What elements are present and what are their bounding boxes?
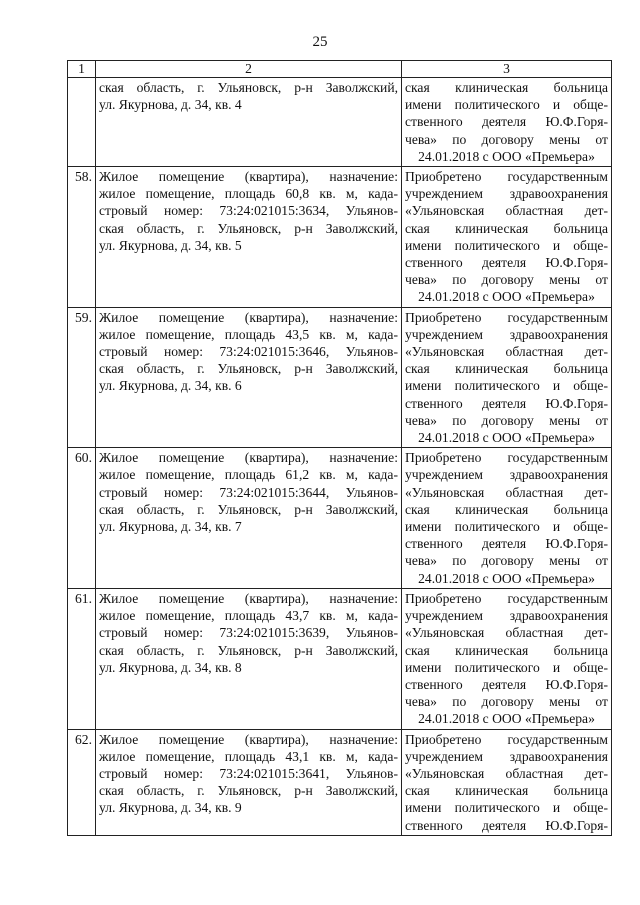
text-line: 24.01.2018 с ООО «Премьера» — [418, 711, 595, 727]
acquisition-note — [402, 307, 612, 448]
table-row — [68, 448, 612, 589]
row-number: 61. — [68, 588, 96, 729]
table-header-row — [68, 61, 612, 78]
row-number — [68, 78, 96, 167]
row-number: 60. — [68, 448, 96, 589]
text-line: ская область, г. Ульяновск, р-н Заволжский, — [99, 783, 398, 799]
text-line: ская область, г. Ульяновск, р-н Заволжский, — [99, 642, 398, 658]
acquisition-note — [402, 729, 612, 835]
column-header-2: 2 — [96, 61, 402, 78]
text-line: ская клиническая больница — [405, 642, 608, 658]
text-line: чева» по договору мены от — [405, 553, 608, 569]
column-header-1: 1 — [68, 61, 96, 78]
text-line: имени политического и обще- — [405, 519, 608, 535]
text-line: ская область, г. Ульяновск, р-н Заволжский, — [99, 361, 398, 377]
text-line: ул. Якурнова, д. 34, кв. 6 — [99, 378, 242, 394]
text-line: имени политического и обще- — [405, 800, 608, 816]
acquisition-note — [402, 78, 612, 167]
text-line: «Ульяновская областная дет- — [405, 625, 608, 641]
text-line: ул. Якурнова, д. 34, кв. 7 — [99, 519, 242, 535]
text-line: стровый номер: 73:24:021015:3634, Ульянов- — [99, 203, 398, 219]
text-line: ул. Якурнова, д. 34, кв. 9 — [99, 800, 242, 816]
text-line: «Ульяновская областная дет- — [405, 203, 608, 219]
text-line: чева» по договору мены от — [405, 131, 608, 147]
property-description — [96, 307, 402, 448]
text-line: Приобретено государственным — [405, 309, 608, 325]
text-line: учреждением здравоохранения — [405, 608, 608, 624]
text-line: стровый номер: 73:24:021015:3639, Ульянов- — [99, 625, 398, 641]
text-line: ская область, г. Ульяновск, р-н Заволжский, — [99, 80, 398, 95]
text-line: ская клиническая больница — [405, 361, 608, 377]
acquisition-note — [402, 167, 612, 308]
text-line: жилое помещение, площадь 61,2 кв. м, када- — [99, 467, 398, 483]
text-line: стровый номер: 73:24:021015:3644, Ульянов- — [99, 484, 398, 500]
column-header-3: 3 — [402, 61, 612, 78]
text-line: ская клиническая больница — [405, 220, 608, 236]
text-line: ственного деятеля Ю.Ф.Горя- — [405, 255, 608, 271]
table-row — [68, 78, 612, 167]
text-line: 24.01.2018 с ООО «Премьера» — [418, 430, 595, 446]
row-number: 59. — [68, 307, 96, 448]
text-line: ул. Якурнова, д. 34, кв. 5 — [99, 237, 242, 253]
table-row — [68, 588, 612, 729]
text-line: имени политического и обще- — [405, 378, 608, 394]
property-table — [67, 60, 612, 836]
text-line: 24.01.2018 с ООО «Премьера» — [418, 570, 595, 586]
text-line: учреждением здравоохранения — [405, 326, 608, 342]
text-line: Приобретено государственным — [405, 731, 608, 747]
text-line: жилое помещение, площадь 60,8 кв. м, када- — [99, 186, 398, 202]
text-line: Жилое помещение (квартира), назначение: — [99, 169, 398, 185]
table-row — [68, 307, 612, 448]
text-line: Жилое помещение (квартира), назначение: — [99, 309, 398, 325]
text-line: чева» по договору мены от — [405, 694, 608, 710]
text-line: учреждением здравоохранения — [405, 186, 608, 202]
text-line: Приобретено государственным — [405, 169, 608, 185]
text-line: Жилое помещение (квартира), назначение: — [99, 450, 398, 466]
page-number: 25 — [312, 34, 328, 50]
text-line: учреждением здравоохранения — [405, 467, 608, 483]
text-line: имени политического и обще- — [405, 659, 608, 675]
text-line: ская клиническая больница — [405, 80, 608, 95]
text-line: чева» по договору мены от — [405, 272, 608, 288]
text-line: чева» по договору мены от — [405, 412, 608, 428]
text-line: имени политического и обще- — [405, 237, 608, 253]
property-description — [96, 729, 402, 835]
text-line: ская клиническая больница — [405, 783, 608, 799]
property-description — [96, 167, 402, 308]
table-row — [68, 729, 612, 835]
text-line: 24.01.2018 с ООО «Премьера» — [418, 289, 595, 305]
text-line: жилое помещение, площадь 43,5 кв. м, када- — [99, 326, 398, 342]
text-line: ская область, г. Ульяновск, р-н Заволжский, — [99, 501, 398, 517]
text-line: «Ульяновская областная дет- — [405, 765, 608, 781]
text-line: Приобретено государственным — [405, 450, 608, 466]
text-line: 24.01.2018 с ООО «Премьера» — [418, 148, 595, 164]
text-line: ственного деятеля Ю.Ф.Горя- — [405, 676, 608, 692]
text-line: ул. Якурнова, д. 34, кв. 4 — [99, 97, 242, 113]
text-line: учреждением здравоохранения — [405, 748, 608, 764]
text-line: ул. Якурнова, д. 34, кв. 8 — [99, 659, 242, 675]
text-line: жилое помещение, площадь 43,1 кв. м, када- — [99, 748, 398, 764]
text-line: «Ульяновская областная дет- — [405, 344, 608, 360]
text-line: стровый номер: 73:24:021015:3641, Ульянов- — [99, 765, 398, 781]
property-description — [96, 78, 402, 167]
text-line: ская клиническая больница — [405, 501, 608, 517]
text-line: ственного деятеля Ю.Ф.Горя- — [405, 395, 608, 411]
text-line: ственного деятеля Ю.Ф.Горя- — [405, 536, 608, 552]
text-line: Приобретено государственным — [405, 590, 608, 606]
acquisition-note — [402, 448, 612, 589]
text-line: жилое помещение, площадь 43,7 кв. м, када- — [99, 608, 398, 624]
text-line: ственного деятеля Ю.Ф.Горя- — [405, 817, 608, 833]
text-line: «Ульяновская областная дет- — [405, 484, 608, 500]
property-description — [96, 448, 402, 589]
text-line: ственного деятеля Ю.Ф.Горя- — [405, 114, 608, 130]
acquisition-note — [402, 588, 612, 729]
table-row — [68, 167, 612, 308]
row-number: 58. — [68, 167, 96, 308]
text-line: стровый номер: 73:24:021015:3646, Ульянов- — [99, 344, 398, 360]
row-number: 62. — [68, 729, 96, 835]
property-description — [96, 588, 402, 729]
text-line: Жилое помещение (квартира), назначение: — [99, 590, 398, 606]
text-line: имени политического и обще- — [405, 97, 608, 113]
text-line: Жилое помещение (квартира), назначение: — [99, 731, 398, 747]
text-line: ская область, г. Ульяновск, р-н Заволжский, — [99, 220, 398, 236]
